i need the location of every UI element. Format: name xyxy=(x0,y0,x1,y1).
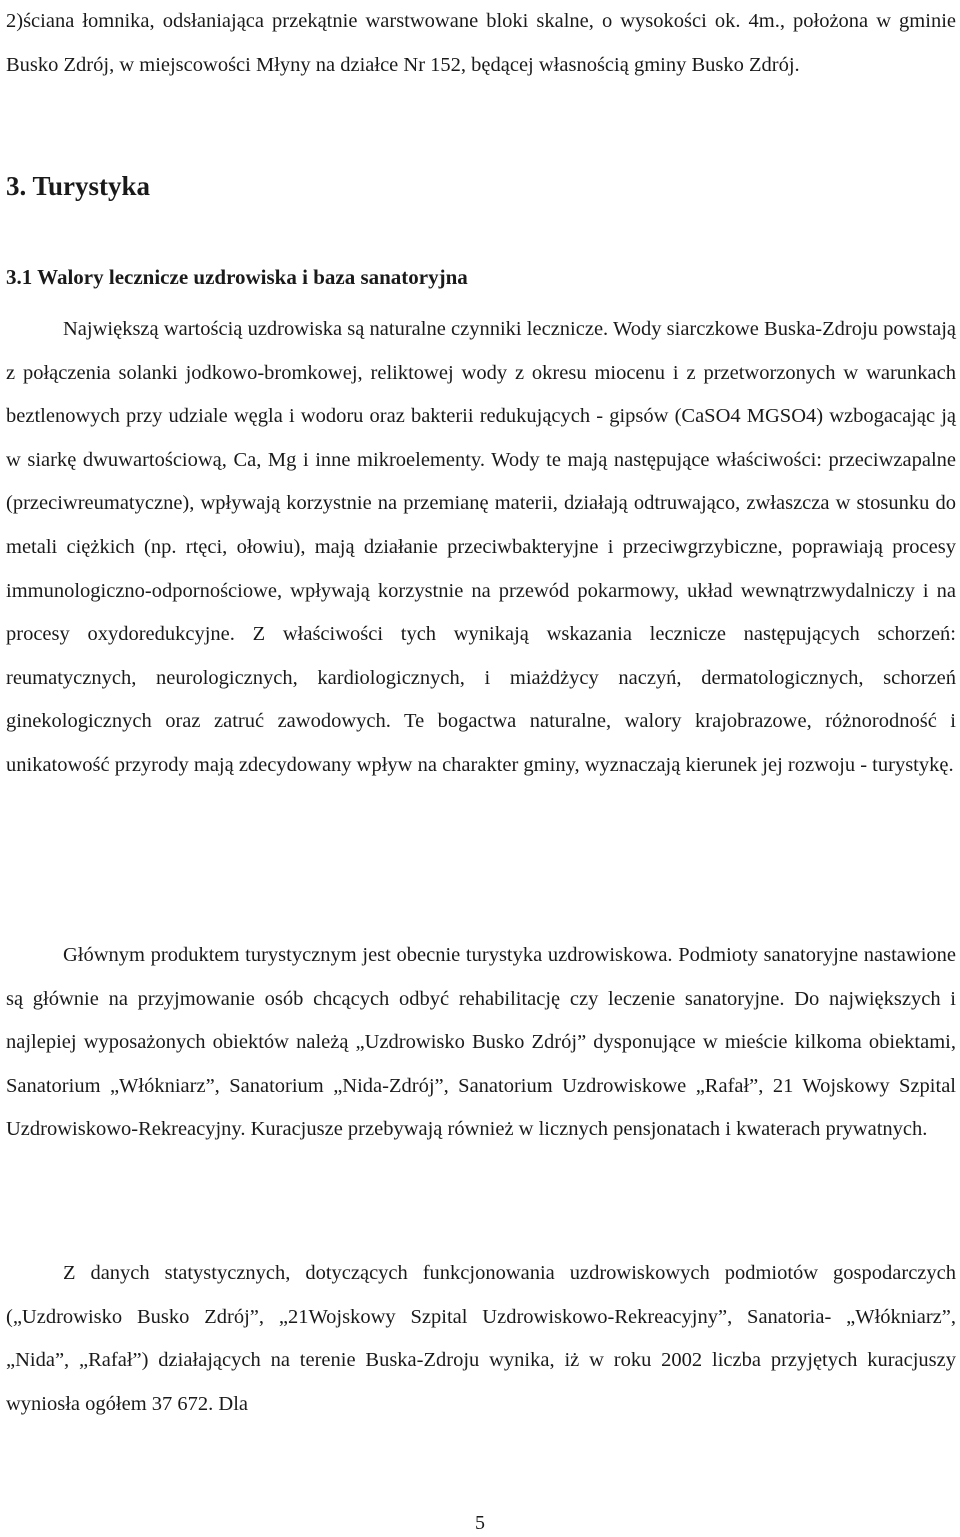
section-heading: 3. Turystyka xyxy=(6,171,151,201)
body-paragraph: Największą wartością uzdrowiska są naturalne czynniki lecznicze. Wody siarczkowe Buska-Zdroju powstają z połączenia solanki jodkowo-bromkowej, reliktowej wody z okresu miocenu i z przetworzonych w warunkach beztlenowych przy udziale węgla i wodoru oraz bakterii redukujących - gipsów (CaSO4 MGSO4) wzbogacając ją w siarkę dwuwartościową, Ca, Mg i inne mikroelementy. Wody te mają następujące właściwości: przeciwzapalne (przeciwreumatyczne), wpływają korzystnie na przemianę materii, działają odtruwająco, zwłaszcza w stosunku do metali ciężkich (np. rtęci, ołowiu), mają działanie przeciwbakteryjne i przeciwgrzybiczne, poprawiają procesy immunologiczno-odpornościowe, wpływają korzystnie na przewód pokarmowy, układ wewnątrzwydalniczy i na procesy oxydoredukcyjne. Z właściwości tych wynikają wskazania lecznicze następujących schorzeń: reumatycznych, neurologicznych, kardiologicznych, i miażdżycy naczyń, dermatologicznych, schorzeń ginekologicznych oraz zatruć zawodowych. Te bogactwa naturalne, walory krajobrazowe, różnorodność i unikatowość przyrody mają zdecydowany wpływ na charakter gminy, wyznaczają kierunek jej rozwoju - turystykę. xyxy=(6,318,956,776)
body-paragraph: Z danych statystycznych, dotyczących funkcjonowania uzdrowiskowych podmiotów gospodarczych („Uzdrowisko Busko Zdrój”, „21Wojskowy Szpital Uzdrowiskowo-Rekreacyjny”, Sanatoria- „Włókniarz”, „Nida”, „Rafał”) działających na terenie Buska-Zdroju wynika, iż w roku 2002 liczba przyjętych kuracjuszy wyniosła ogółem 37 672. Dla xyxy=(6,1262,956,1415)
subsection-heading: 3.1 Walory lecznicze uzdrowiska i baza sanatoryjna xyxy=(6,265,468,289)
body-paragraph: Głównym produktem turystycznym jest obecnie turystyka uzdrowiskowa. Podmioty sanatoryjne nastawione są głównie na przyjmowanie osób chcących odbyć rehabilitację czy leczenie sanatoryjne. Do największych i najlepiej wyposażonych obiektów należą „Uzdrowisko Busko Zdrój” dysponujące w mieście kilkoma obiektami, Sanatorium „Włókniarz”, Sanatorium „Nida-Zdrój”, Sanatorium Uzdrowiskowe „Rafał”, 21 Wojskowy Szpital Uzdrowiskowo-Rekreacyjny. Kuracjusze przebywają również w licznych pensjonatach i kwaterach prywatnych. xyxy=(6,944,956,1141)
page-number: 5 xyxy=(475,1512,485,1534)
intro-paragraph: 2)ściana łomnika, odsłaniająca przekątnie warstwowane bloki skalne, o wysokości ok. 4m., położona w gminie Busko Zdrój, w miejscowości Młyny na działce Nr 152, będącej własnością gminy Busko Zdrój. xyxy=(6,10,956,76)
